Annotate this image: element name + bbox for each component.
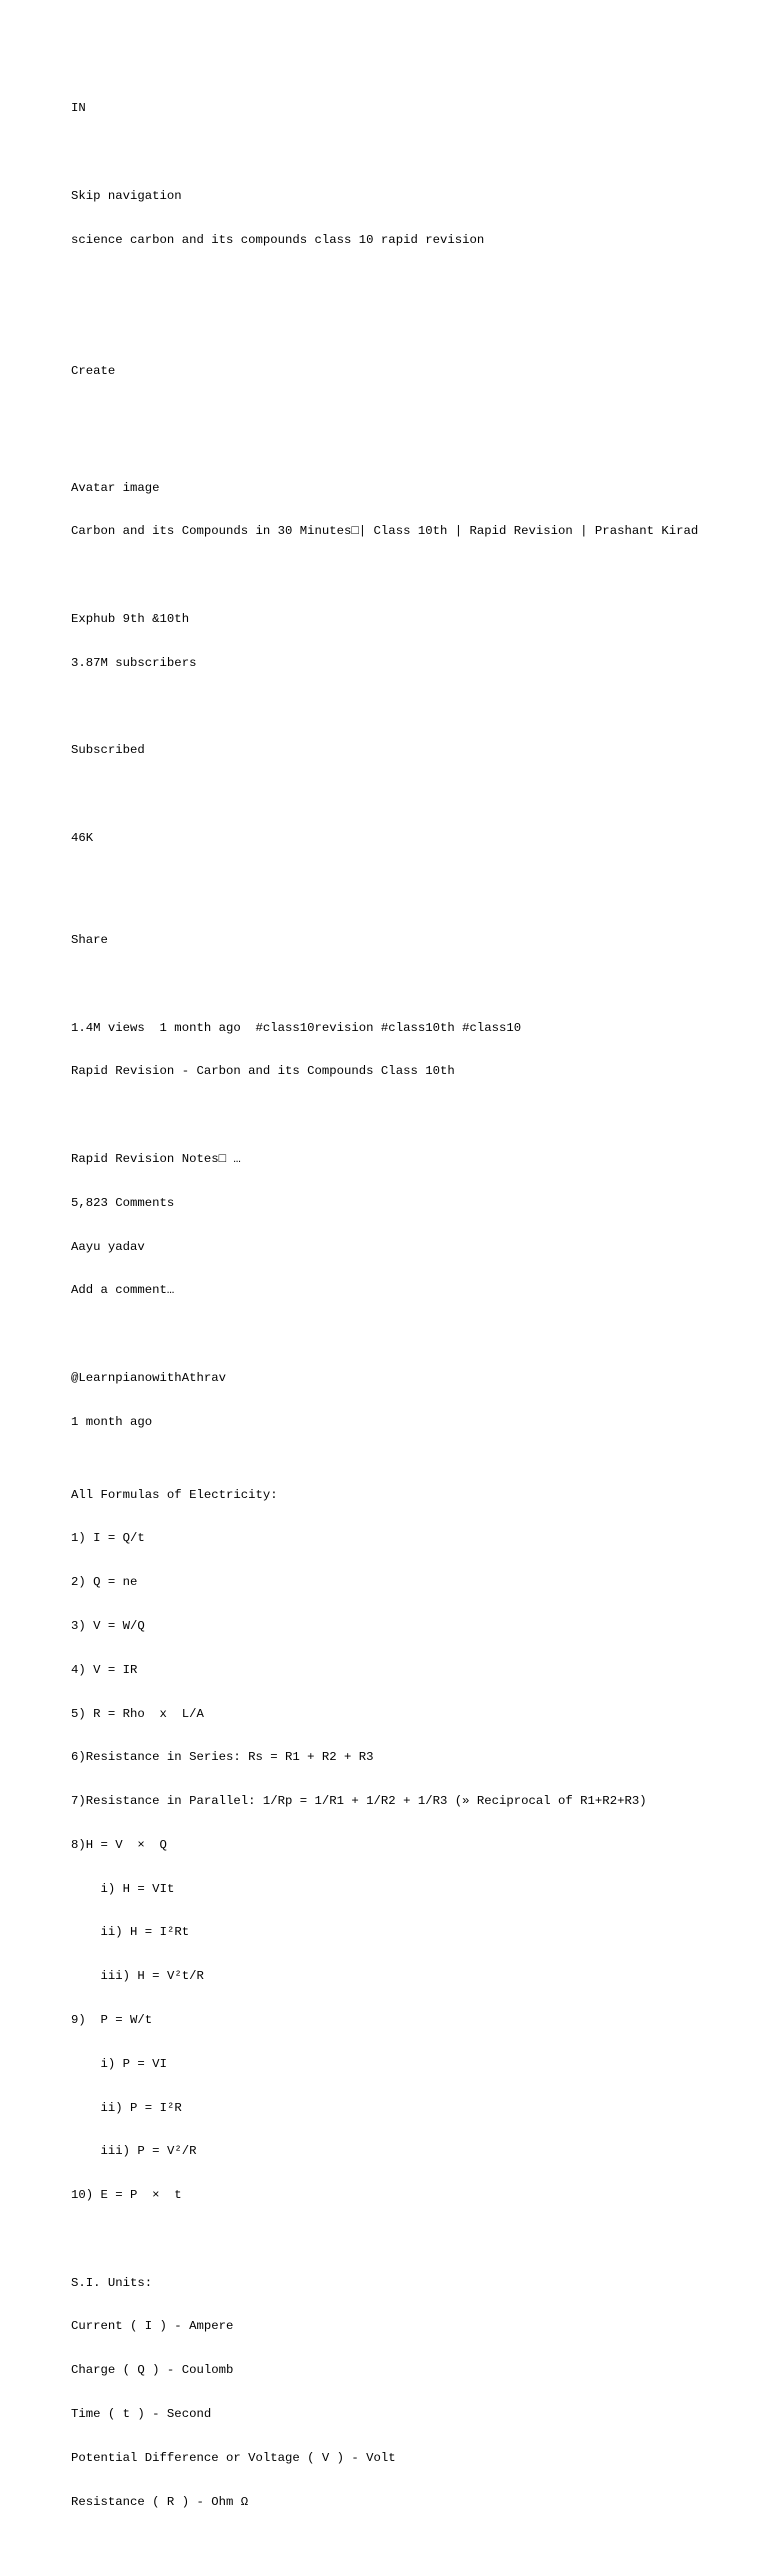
comment-line: ii) P = I²R (71, 2100, 182, 2115)
comment-line: 8)H = V × Q (71, 1837, 167, 1852)
comment-body (71, 1458, 711, 2538)
description-title: Rapid Revision - Carbon and its Compounds Class 10th (71, 1064, 455, 1079)
avatar[interactable]: Avatar image (71, 480, 160, 495)
comment-line: 9) P = W/t (71, 2012, 153, 2027)
create-button[interactable]: Create (71, 363, 116, 378)
comment-line: Charge ( Q ) - Coulomb (71, 2363, 234, 2378)
comment-line: 10) E = P × t (71, 2188, 182, 2203)
comment-author[interactable]: @LearnpianowithAthrav (71, 1370, 226, 1385)
video-title: Carbon and its Compounds in 30 Minutes□| Class 10th | Rapid Revision | Prashant Kirad (71, 524, 699, 539)
comment-line: iii) P = V²/R (71, 2144, 197, 2159)
share-button[interactable]: Share (71, 933, 108, 948)
comment-line: 6)Resistance in Series: Rs = R1 + R2 + R3 (71, 1750, 374, 1765)
comment-line: 7)Resistance in Parallel: 1/Rp = 1/R1 + 1/R2 + 1/R3 (» Reciprocal of R1+R2+R3) (71, 1794, 647, 1809)
comment-line: 3) V = W/Q (71, 1618, 145, 1633)
comment-line: 2) Q = ne (71, 1575, 138, 1590)
comment-line: All Formulas of Electricity: (71, 1487, 278, 1502)
comment-line: i) H = VIt (71, 1881, 175, 1896)
channel-name[interactable]: Exphub 9th &10th (71, 611, 190, 626)
search-input[interactable]: science carbon and its compounds class 10 rapid revision (71, 232, 485, 247)
comment-line: Time ( t ) - Second (71, 2407, 212, 2421)
like-button[interactable]: 46K (71, 830, 94, 845)
comment-line (71, 2232, 711, 2247)
comment-line: 5) R = Rho x L/A (71, 1706, 204, 1721)
current-user-name: Aayu yadav (71, 1239, 145, 1254)
comment-line: Resistance ( R ) - Ohm Ω (71, 2494, 249, 2509)
description-more[interactable]: Rapid Revision Notes□ … (71, 1151, 241, 1166)
comment-line: ii) H = I²Rt (71, 1925, 190, 1940)
subscribe-button[interactable]: Subscribed (71, 743, 145, 758)
comment-line: Potential Difference or Voltage ( V ) - Volt (71, 2450, 396, 2465)
comment-line: 4) V = IR (71, 1662, 138, 1677)
subscriber-count: 3.87M subscribers (71, 655, 197, 670)
comment-time[interactable]: 1 month ago (71, 1414, 153, 1429)
comment-line: 1) I = Q/t (71, 1531, 145, 1546)
comment-line: iii) H = V²t/R (71, 1969, 204, 1984)
skip-navigation-link[interactable]: Skip navigation (71, 188, 182, 203)
comment-line: i) P = VI (71, 2056, 167, 2071)
page-text (71, 72, 711, 2553)
video-meta: 1.4M views 1 month ago #class10revision #class10th #class10 (71, 1020, 522, 1035)
comment-line: S.I. Units: (71, 2275, 153, 2290)
comment-line: Current ( I ) - Ampere (71, 2319, 234, 2334)
country-code: IN (71, 101, 86, 116)
add-comment-input[interactable]: Add a comment… (71, 1283, 175, 1298)
comment-count: 5,823 Comments (71, 1195, 175, 1210)
